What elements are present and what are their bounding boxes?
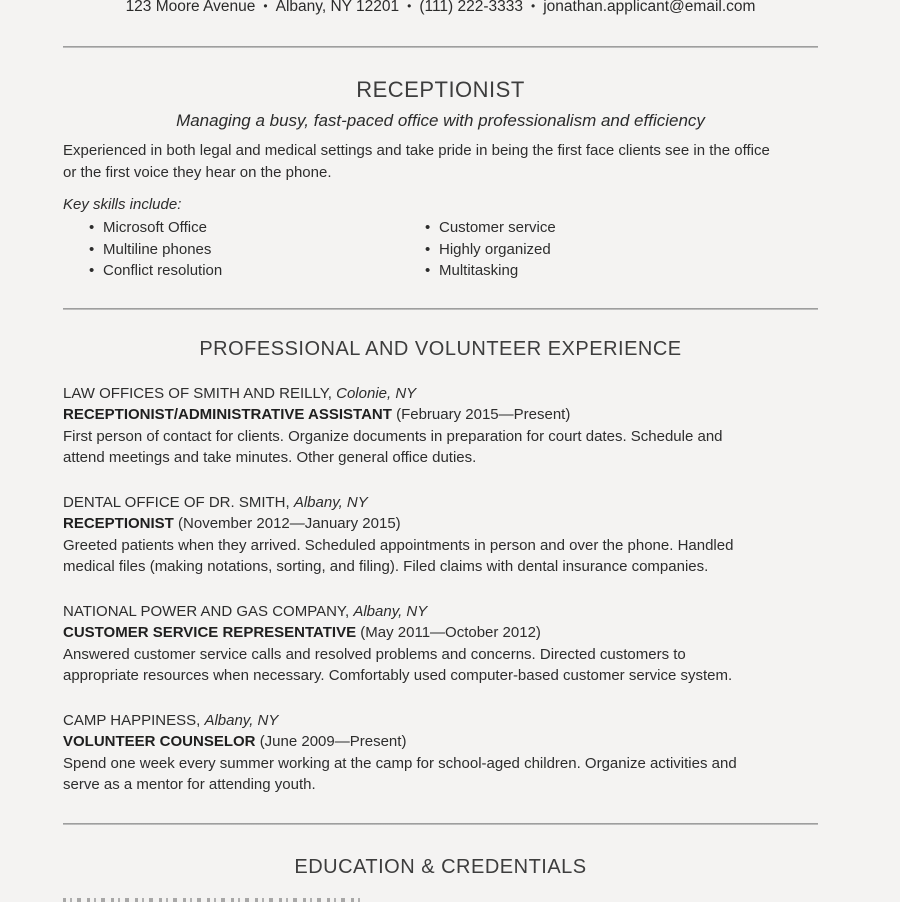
job-entry xyxy=(63,383,818,469)
job-title-line xyxy=(63,513,818,535)
skills-column-right xyxy=(399,217,556,282)
resume-title: RECEPTIONIST xyxy=(356,77,525,102)
company-location: Colonie, NY xyxy=(336,384,417,402)
summary-line: or the first voice they hear on the phone. xyxy=(63,163,332,181)
job-description-line: Greeted patients when they arrived. Scheduled appointments in person and over the phone. Handled xyxy=(63,536,734,554)
job-description xyxy=(63,753,818,796)
contact-city: Albany, NY 12201 xyxy=(275,0,400,15)
skill-item: • Highly organized xyxy=(399,239,556,261)
job-description-line: Spend one week every summer working at the camp for school-aged children. Organize activities and xyxy=(63,754,737,772)
company-name: NATIONAL POWER AND GAS COMPANY, xyxy=(63,602,350,620)
job-description-line: serve as a mentor for attending youth. xyxy=(63,776,316,793)
job-title-line xyxy=(63,731,818,753)
job-description xyxy=(63,535,818,578)
bullet-separator: • xyxy=(407,0,412,13)
job-description xyxy=(63,644,818,687)
job-description-line: appropriate resources when necessary. Comfortably used computer-based customer service system. xyxy=(63,667,733,684)
job-dates: (May 2011—October 2012) xyxy=(360,624,541,641)
job-dates: (June 2009—Present) xyxy=(259,733,407,750)
job-company-line xyxy=(63,383,818,405)
skill-item: • Multiline phones xyxy=(63,239,399,261)
bullet-separator: • xyxy=(263,0,268,13)
resume-page xyxy=(63,0,818,902)
education-section-heading: EDUCATION & CREDENTIALS xyxy=(294,855,587,878)
skill-item: • Customer service xyxy=(399,217,556,239)
contact-line xyxy=(63,0,818,16)
job-title-line xyxy=(63,622,818,644)
job-title-line xyxy=(63,404,818,426)
skills-columns xyxy=(63,217,818,282)
company-location: Albany, NY xyxy=(204,711,279,729)
company-name: CAMP HAPPINESS, xyxy=(63,711,201,729)
resume-tagline: Managing a busy, fast-paced office with professionalism and efficiency xyxy=(176,111,705,130)
divider-top xyxy=(63,46,818,48)
skill-item: • Multitasking xyxy=(399,260,556,282)
company-name: LAW OFFICES OF SMITH AND REILLY, xyxy=(63,384,332,402)
job-description xyxy=(63,426,818,469)
contact-phone: (111) 222-3333 xyxy=(419,0,524,15)
company-name: DENTAL OFFICE OF DR. SMITH, xyxy=(63,493,290,511)
job-title: VOLUNTEER COUNSELOR xyxy=(63,733,256,750)
job-entry xyxy=(63,710,818,796)
skill-item: • Conflict resolution xyxy=(63,260,399,282)
job-dates: (February 2015—Present) xyxy=(396,406,571,423)
company-location: Albany, NY xyxy=(293,493,368,511)
job-description-line: First person of contact for clients. Organize documents in preparation for court dates. Schedule and xyxy=(63,427,723,445)
skill-item: • Microsoft Office xyxy=(63,217,399,239)
contact-email: jonathan.applicant@email.com xyxy=(543,0,756,15)
contact-address: 123 Moore Avenue xyxy=(125,0,256,15)
job-company-line xyxy=(63,601,818,623)
job-description-line: Answered customer service calls and resolved problems and concerns. Directed customers to xyxy=(63,645,686,663)
experience-section-heading: PROFESSIONAL AND VOLUNTEER EXPERIENCE xyxy=(199,337,682,360)
skills-label: Key skills include: xyxy=(63,196,182,213)
job-dates: (November 2012—January 2015) xyxy=(178,515,401,532)
skills-column-left xyxy=(63,217,399,282)
divider-experience xyxy=(63,308,818,310)
job-company-line xyxy=(63,492,818,514)
job-company-line xyxy=(63,710,818,732)
summary-paragraph xyxy=(63,140,818,183)
job-entry xyxy=(63,601,818,687)
bullet-separator: • xyxy=(531,0,536,13)
job-title: RECEPTIONIST/ADMINISTRATIVE ASSISTANT xyxy=(63,406,392,423)
job-entry xyxy=(63,492,818,578)
job-description-line: medical files (making notations, sorting, and filing). Filed claims with dental insurance companies. xyxy=(63,558,709,575)
job-title: RECEPTIONIST xyxy=(63,515,174,532)
summary-line: Experienced in both legal and medical settings and take pride in being the first face clients see in the office xyxy=(63,142,770,159)
job-description-line: attend meetings and take minutes. Other general office duties. xyxy=(63,449,477,466)
divider-education xyxy=(63,823,818,825)
job-title: CUSTOMER SERVICE REPRESENTATIVE xyxy=(63,624,357,641)
company-location: Albany, NY xyxy=(353,602,428,620)
